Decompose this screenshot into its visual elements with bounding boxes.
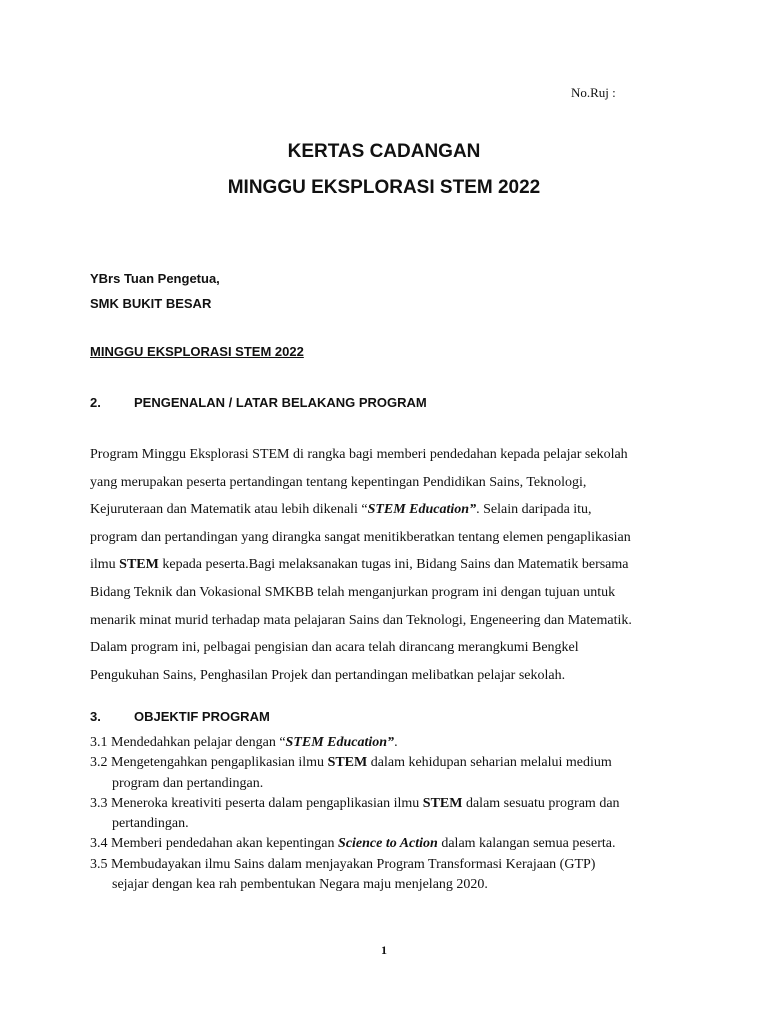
emphasis-text: STEM Education” (285, 735, 395, 750)
paragraph-line (90, 496, 690, 524)
section-2-number: 2. (90, 395, 101, 410)
document-subtitle: MINGGU EKSPLORASI STEM 2022 (227, 177, 541, 198)
document-title: KERTAS CADANGAN (287, 141, 481, 162)
bold-text: STEM (327, 755, 368, 771)
list-item-continuation: sejajar dengan kea rah pembentukan Negara maju menjelang 2020. (112, 877, 488, 893)
paragraph-text: kepada peserta.Bagi melaksanakan tugas ini, Bidang Sains dan Matematik bersama (158, 557, 629, 573)
paragraph-line: menarik minat murid terhadap mata pelajaran Sains dan Teknologi, Engeneering dan Matematik. (90, 612, 632, 628)
list-item (90, 753, 690, 773)
paragraph-line: Program Minggu Eksplorasi STEM di rangka bagi memberi pendedahan kepada pelajar sekolah (90, 447, 628, 462)
paragraph-line: Dalam program ini, pelbagai pengisian dan acara telah dirancang merangkumi Bengkel (90, 640, 579, 656)
addressee-school: SMK BUKIT BESAR (90, 296, 212, 311)
paragraph-line (90, 551, 690, 579)
paragraph-text: . Selain daripada itu, (476, 502, 592, 518)
emphasis-text: Science to Action (338, 836, 438, 852)
list-item-text: dalam kehidupan seharian melalui medium (367, 755, 612, 771)
list-item-text: dalam kalangan semua peserta. (437, 836, 616, 852)
section-2-heading: PENGENALAN / LATAR BELAKANG PROGRAM (134, 395, 427, 410)
emphasis-text: STEM Education” (367, 502, 477, 518)
list-item-continuation: program dan pertandingan. (112, 775, 264, 791)
reference-number: No.Ruj : (571, 85, 616, 100)
bold-text: STEM (119, 557, 159, 573)
bold-text: STEM (422, 795, 463, 811)
section-3-number: 3. (90, 709, 101, 724)
list-item-text: 3.4 Memberi pendedahan akan kepentingan (90, 836, 339, 852)
list-item-text: 3.2 Mengetengahkan pengaplikasian ilmu (90, 755, 328, 771)
paragraph-line: Bidang Teknik dan Vokasional SMKBB telah menganjurkan program ini dengan tujuan untuk (90, 584, 616, 600)
addressee-title: YBrs Tuan Pengetua, (90, 271, 220, 286)
section-2-paragraph (90, 441, 690, 689)
list-item-text: dalam sesuatu program dan (462, 795, 620, 811)
list-item-text: 3.1 Mendedahkan pelajar dengan “ (90, 735, 286, 750)
list-item (90, 794, 690, 814)
list-item-text: . (394, 735, 398, 750)
paragraph-line: program dan pertandingan yang dirangka sangat menitikberatkan tentang elemen pengaplikasian (90, 529, 631, 545)
paragraph-line: Pengukuhan Sains, Penghasilan Projek dan pertandingan melibatkan pelajar sekolah. (90, 667, 566, 683)
list-item (90, 733, 690, 753)
page-number: 1 (381, 943, 387, 957)
paragraph-text: ilmu (90, 557, 120, 573)
list-item (90, 834, 690, 854)
list-item-text: 3.3 Meneroka kreativiti peserta dalam pengaplikasian ilmu (90, 795, 423, 811)
list-item-continuation: pertandingan. (112, 816, 189, 832)
section-3-heading: OBJEKTIF PROGRAM (134, 709, 270, 724)
list-item: 3.5 Membudayakan ilmu Sains dalam menjayakan Program Transformasi Kerajaan (GTP) (90, 856, 596, 872)
objectives-list (90, 733, 690, 895)
paragraph-line: yang merupakan peserta pertandingan tentang kepentingan Pendidikan Sains, Teknologi, (90, 474, 587, 490)
paragraph-text: Kejuruteraan dan Matematik atau lebih dikenali “ (90, 502, 368, 518)
subject-line: MINGGU EKSPLORASI STEM 2022 (90, 344, 304, 359)
